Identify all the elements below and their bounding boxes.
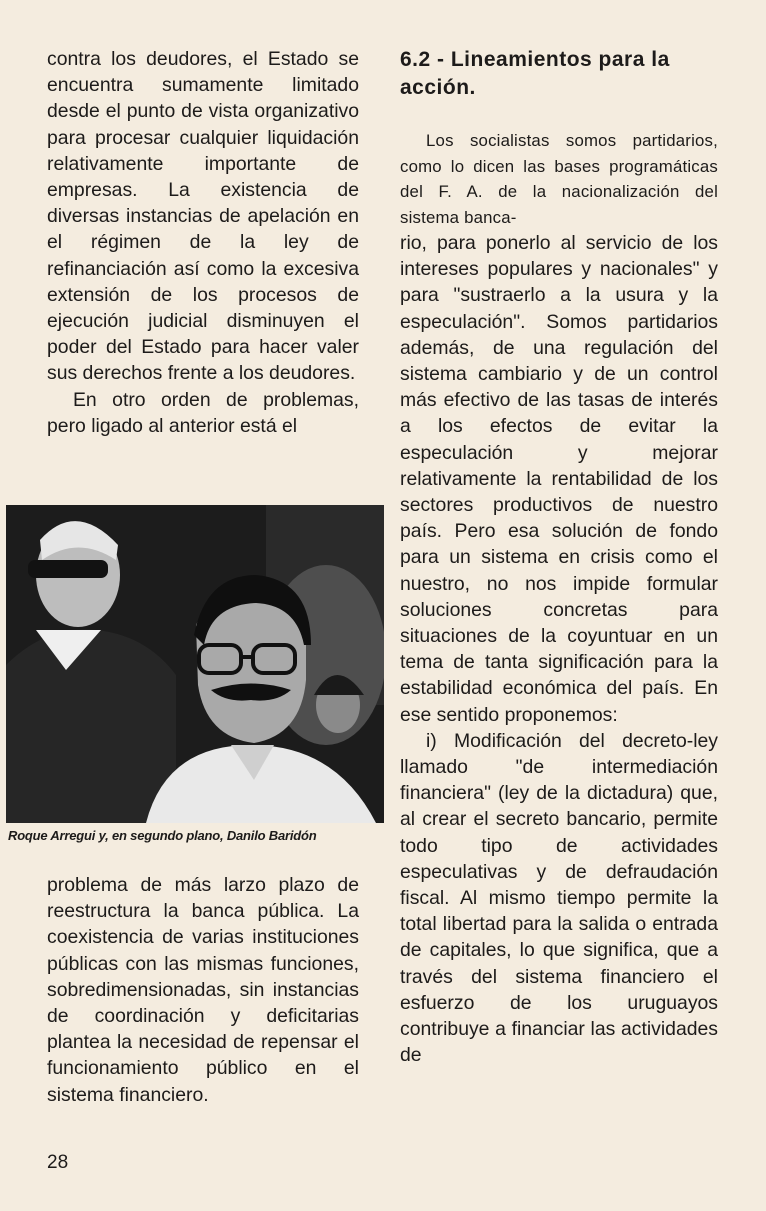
right-column	[400, 46, 718, 1069]
photo-illustration	[6, 505, 384, 823]
paragraph: i) Modificación del decreto-ley llamado "de intermediación financiera" (ley de la dictadura) que, al crear el secreto bancario, permite todo tipo de actividades especulativas y de defraudación fiscal. Al mismo tiempo permite la total libertad para la salida o entrada de capitales, lo que significa, que a través del sistema financiero el esfuerzo de los uruguayos contribuye a financiar las actividades de	[400, 729, 718, 1067]
paragraph: problema de más larzo plazo de reestructura la banca pública. La coexistencia de varias instituciones públicas con las mismas funciones, sobredimensionadas, sin instancias de coordinación y deficitarias plantea la necesidad de repensar el funcionamiento público en el sistema financiero.	[47, 874, 359, 1106]
page-number: 28	[47, 1152, 69, 1173]
left-column-top	[47, 46, 359, 439]
photograph	[6, 505, 384, 823]
paragraph: contra los deudores, el Estado se encuentra sumamente limitado desde el punto de vista organizativo para procesar cualquier liquidación relativamente importante de empresas. La existencia de diversas instancias de apelación en el régimen de la ley de refinanciación así como la excesiva extensión de los procesos de ejecución judicial disminuyen el poder del Estado para hacer valer sus derechos frente a los deudores.	[47, 48, 359, 385]
paragraph: rio, para ponerlo al servicio de los intereses populares y nacionales" y para "sustraerlo a la usura y la especulación". Somos partidarios además, de una regulación del sistema cambiario y de un control más efectivo de las tasas de interés a los efectos de evitar la especulación y mejorar relativamente la rentabilidad de los sectores productivos de nuestro país. Pero esa solución de fondo para un sistema en crisis como el nuestro, no nos impide formular soluciones concretas para situaciones de la coyuntuar en un tema de tanta significación para la estabilidad económica del país. En ese sentido proponemos:	[400, 232, 718, 726]
left-column-bottom	[47, 872, 359, 1108]
section-heading: 6.2 - Lineamientos para la acción.	[400, 48, 670, 99]
paragraph: En otro orden de problemas, pero ligado al anterior está el	[47, 388, 359, 437]
intro-paragraph: Los socialistas somos partidarios, como lo dicen las bases programáticas del F. A. de la nacionalización del sistema banca-	[400, 131, 718, 227]
photo-caption: Roque Arregui y, en segundo plano, Danilo Baridón	[8, 828, 317, 843]
